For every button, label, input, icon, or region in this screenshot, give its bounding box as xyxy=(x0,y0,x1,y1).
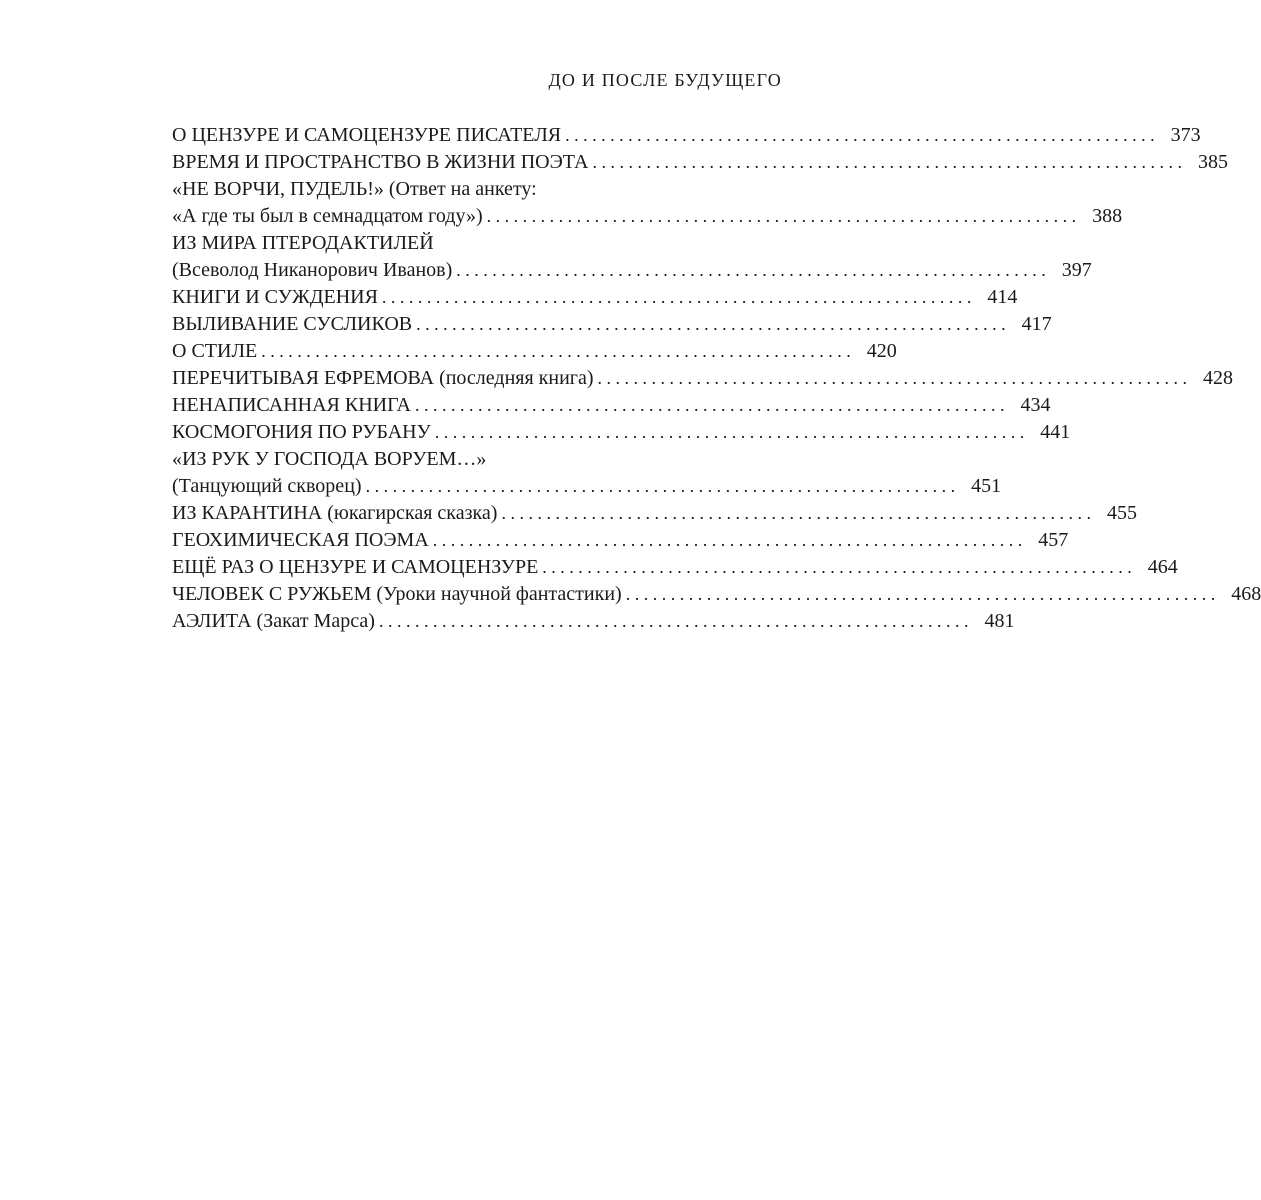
toc-entry-title: О СТИЛЕ xyxy=(172,340,258,362)
toc-entry-title: ЕЩЁ РАЗ О ЦЕНЗУРЕ И САМОЦЕНЗУРЕ xyxy=(172,556,539,578)
toc-line xyxy=(172,230,760,257)
toc-entry[interactable] xyxy=(172,527,1069,554)
dot-leader xyxy=(433,527,1023,554)
toc-line xyxy=(172,311,1052,338)
toc-line xyxy=(172,500,1137,527)
toc-line xyxy=(172,284,1018,311)
dot-leader xyxy=(542,554,1132,581)
toc-entry-title: «ИЗ РУК У ГОСПОДА ВОРУЕМ…» xyxy=(172,448,487,470)
dot-leader xyxy=(456,257,1046,284)
dot-leader xyxy=(598,365,1188,392)
toc-line xyxy=(172,419,1071,446)
toc-line xyxy=(172,581,1261,608)
toc-line xyxy=(172,203,1123,230)
toc-entry[interactable] xyxy=(172,581,1261,608)
dot-leader xyxy=(501,500,1091,527)
toc-line xyxy=(172,149,1228,176)
toc-entry-title: АЭЛИТА (Закат Марса) xyxy=(172,610,375,632)
toc-page-number: 441 xyxy=(1040,421,1071,443)
toc-line xyxy=(172,338,897,365)
toc-entry-title: О ЦЕНЗУРЕ И САМОЦЕНЗУРЕ ПИСАТЕЛЯ xyxy=(172,124,562,146)
toc-entry[interactable] xyxy=(172,446,1002,500)
toc-entry-title: ЧЕЛОВЕК С РУЖЬЕМ (Уроки научной фантастики) xyxy=(172,583,622,605)
dot-leader xyxy=(261,338,851,365)
toc-page-number: 455 xyxy=(1106,502,1137,524)
toc-line xyxy=(172,122,1201,149)
toc-page-number: 420 xyxy=(866,340,897,362)
toc-entry-title: ВЫЛИВАНИЕ СУСЛИКОВ xyxy=(172,313,413,335)
toc-page-number: 397 xyxy=(1061,259,1092,281)
toc-page-number: 457 xyxy=(1038,529,1069,551)
toc-page-number: 468 xyxy=(1231,583,1261,605)
toc-entry[interactable] xyxy=(172,230,1092,284)
toc-line xyxy=(172,608,1015,635)
toc-entry[interactable] xyxy=(172,311,1052,338)
table-of-contents xyxy=(172,122,1261,635)
toc-entry-title: ПЕРЕЧИТЫВАЯ ЕФРЕМОВА (последняя книга) xyxy=(172,367,594,389)
dot-leader xyxy=(366,473,956,500)
toc-entry[interactable] xyxy=(172,500,1137,527)
dot-leader xyxy=(416,311,1006,338)
toc-entry[interactable] xyxy=(172,554,1178,581)
toc-entry-title: ИЗ КАРАНТИНА (юкагирская сказка) xyxy=(172,502,498,524)
toc-line xyxy=(172,176,760,203)
toc-line xyxy=(172,392,1051,419)
toc-page-number: 373 xyxy=(1170,124,1201,146)
toc-entry[interactable] xyxy=(172,284,1018,311)
toc-entry-title: ВРЕМЯ И ПРОСТРАНСТВО В ЖИЗНИ ПОЭТА xyxy=(172,151,589,173)
dot-leader xyxy=(626,581,1216,608)
dot-leader xyxy=(592,149,1182,176)
toc-page-number: 385 xyxy=(1197,151,1228,173)
dot-leader xyxy=(379,608,969,635)
toc-entry[interactable] xyxy=(172,392,1051,419)
toc-entry-title: КНИГИ И СУЖДЕНИЯ xyxy=(172,286,378,308)
toc-line xyxy=(172,446,760,473)
toc-entry-subtitle: (Всеволод Никанорович Иванов) xyxy=(172,259,453,281)
toc-entry-subtitle: (Танцующий скворец) xyxy=(172,475,362,497)
toc-entry-title: «НЕ ВОРЧИ, ПУДЕЛЬ!» (Ответ на анкету: xyxy=(172,178,537,200)
toc-entry[interactable] xyxy=(172,122,1201,149)
toc-line xyxy=(172,257,1092,284)
toc-entry[interactable] xyxy=(172,608,1015,635)
toc-page-number: 434 xyxy=(1020,394,1051,416)
toc-line xyxy=(172,473,1002,500)
running-head: ДО И ПОСЛЕ БУДУЩЕГО xyxy=(548,70,782,90)
dot-leader xyxy=(487,203,1077,230)
dot-leader xyxy=(415,392,1005,419)
toc-entry-title: НЕНАПИСАННАЯ КНИГА xyxy=(172,394,411,416)
toc-page-number: 464 xyxy=(1147,556,1178,578)
toc-entry-title: ГЕОХИМИЧЕСКАЯ ПОЭМА xyxy=(172,529,429,551)
toc-page-number: 414 xyxy=(987,286,1018,308)
toc-entry[interactable] xyxy=(172,365,1234,392)
toc-entry[interactable] xyxy=(172,149,1228,176)
toc-entry-subtitle: «А где ты был в семнадцатом году») xyxy=(172,205,483,227)
toc-entry-title: ИЗ МИРА ПТЕРОДАКТИЛЕЙ xyxy=(172,232,434,254)
toc-page-number: 417 xyxy=(1021,313,1052,335)
toc-page-number: 428 xyxy=(1203,367,1234,389)
toc-line xyxy=(172,554,1178,581)
toc-entry[interactable] xyxy=(172,338,897,365)
toc-entry-title: КОСМОГОНИЯ ПО РУБАНУ xyxy=(172,421,431,443)
dot-leader xyxy=(435,419,1025,446)
toc-line xyxy=(172,365,1234,392)
toc-page-number: 481 xyxy=(984,610,1015,632)
toc-entry[interactable] xyxy=(172,176,1123,230)
toc-line xyxy=(172,527,1069,554)
toc-page-number: 451 xyxy=(971,475,1002,497)
dot-leader xyxy=(565,122,1155,149)
dot-leader xyxy=(382,284,972,311)
toc-page-number: 388 xyxy=(1092,205,1123,227)
toc-entry[interactable] xyxy=(172,419,1071,446)
